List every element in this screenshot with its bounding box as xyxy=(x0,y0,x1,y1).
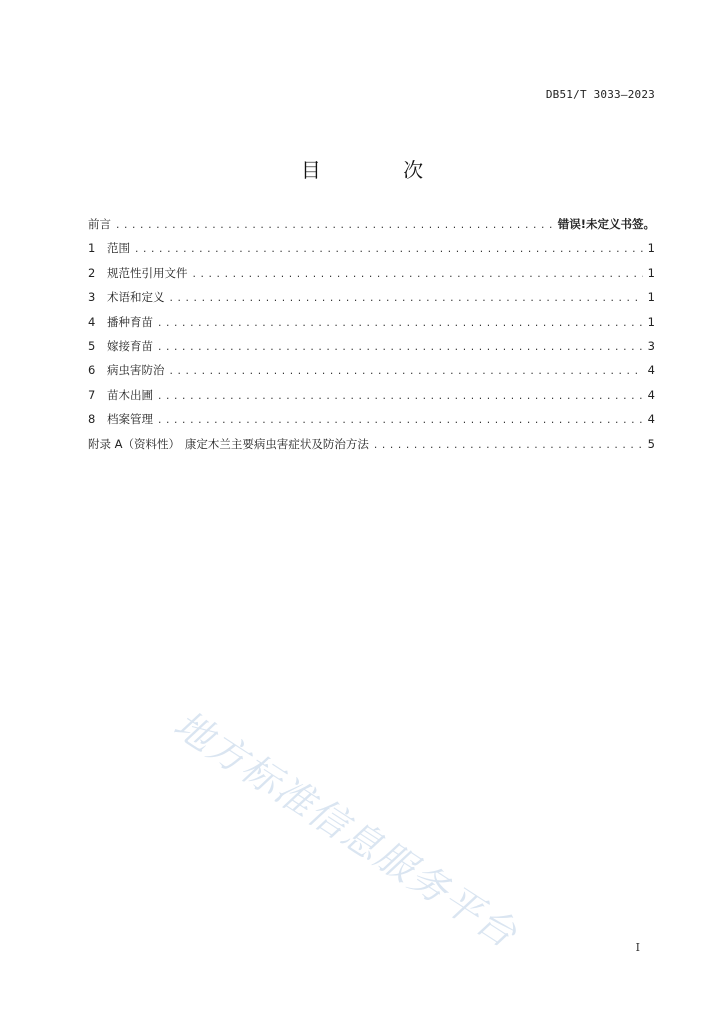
toc-entry-page: 4 xyxy=(647,412,655,427)
toc-entry-page: 1 xyxy=(647,265,655,280)
toc-entry-foreword[interactable] xyxy=(88,216,655,240)
toc-entry-label: 病虫害防治 xyxy=(107,363,165,378)
toc-entry-page: 5 xyxy=(647,436,655,451)
toc-leader-dots xyxy=(373,441,643,451)
toc-entry-label: 播种育苗 xyxy=(107,314,153,329)
toc-entry-page: 1 xyxy=(647,314,655,329)
toc-entry-pest-control[interactable] xyxy=(88,362,655,386)
toc-leader-dots xyxy=(192,270,644,280)
toc-entry-page: 1 xyxy=(647,290,655,305)
toc-entry-label: 档案管理 xyxy=(107,412,153,427)
toc-entry-annex-a[interactable] xyxy=(88,436,655,460)
toc-entry-label: 范围 xyxy=(107,241,130,256)
toc-entry-number: 7 xyxy=(88,387,96,402)
toc-entry-number: 4 xyxy=(88,314,96,329)
table-of-contents xyxy=(88,216,655,460)
toc-entry-label: 规范性引用文件 xyxy=(107,265,188,280)
toc-title: 目 次 xyxy=(300,158,462,182)
toc-entry-page: 1 xyxy=(647,241,655,256)
standard-code: DB51/T 3033—2023 xyxy=(545,88,655,101)
watermark-text: 地方标准信息服务平台 xyxy=(166,701,526,957)
toc-leader-dots xyxy=(157,319,643,329)
toc-entry-label: 前言 xyxy=(88,217,111,231)
toc-annex-prefix: 附录 A（资料性） xyxy=(88,436,181,451)
toc-leader-dots xyxy=(169,294,644,304)
toc-entry-label: 苗木出圃 xyxy=(107,387,153,402)
toc-entry-page: 3 xyxy=(647,338,655,353)
toc-entry-graft-nursery[interactable] xyxy=(88,338,655,362)
toc-entry-number: 8 xyxy=(88,412,96,427)
toc-entry-seed-nursery[interactable] xyxy=(88,314,655,338)
toc-entry-terms-definitions[interactable] xyxy=(88,289,655,313)
toc-entry-number: 3 xyxy=(88,290,96,305)
toc-leader-dots xyxy=(157,392,643,402)
toc-entry-label: 术语和定义 xyxy=(107,290,165,305)
toc-entry-page: 错误!未定义书签。 xyxy=(557,217,655,231)
toc-leader-dots xyxy=(115,221,554,231)
toc-entry-page: 4 xyxy=(647,363,655,378)
toc-entry-scope[interactable] xyxy=(88,240,655,264)
toc-entry-number: 5 xyxy=(88,338,96,353)
toc-entry-number: 1 xyxy=(88,241,96,256)
toc-leader-dots xyxy=(169,367,644,377)
toc-leader-dots xyxy=(134,245,643,255)
toc-entry-archive-management[interactable] xyxy=(88,411,655,435)
toc-entry-label: 嫁接育苗 xyxy=(107,338,153,353)
toc-entry-number: 2 xyxy=(88,265,96,280)
toc-leader-dots xyxy=(157,343,643,353)
toc-entry-number: 6 xyxy=(88,363,96,378)
toc-entry-normative-references[interactable] xyxy=(88,265,655,289)
toc-entry-label: 康定木兰主要病虫害症状及防治方法 xyxy=(184,436,369,451)
toc-entry-page: 4 xyxy=(647,387,655,402)
toc-entry-seedling-lifting[interactable] xyxy=(88,387,655,411)
toc-leader-dots xyxy=(157,416,643,426)
page-number: I xyxy=(635,941,640,954)
